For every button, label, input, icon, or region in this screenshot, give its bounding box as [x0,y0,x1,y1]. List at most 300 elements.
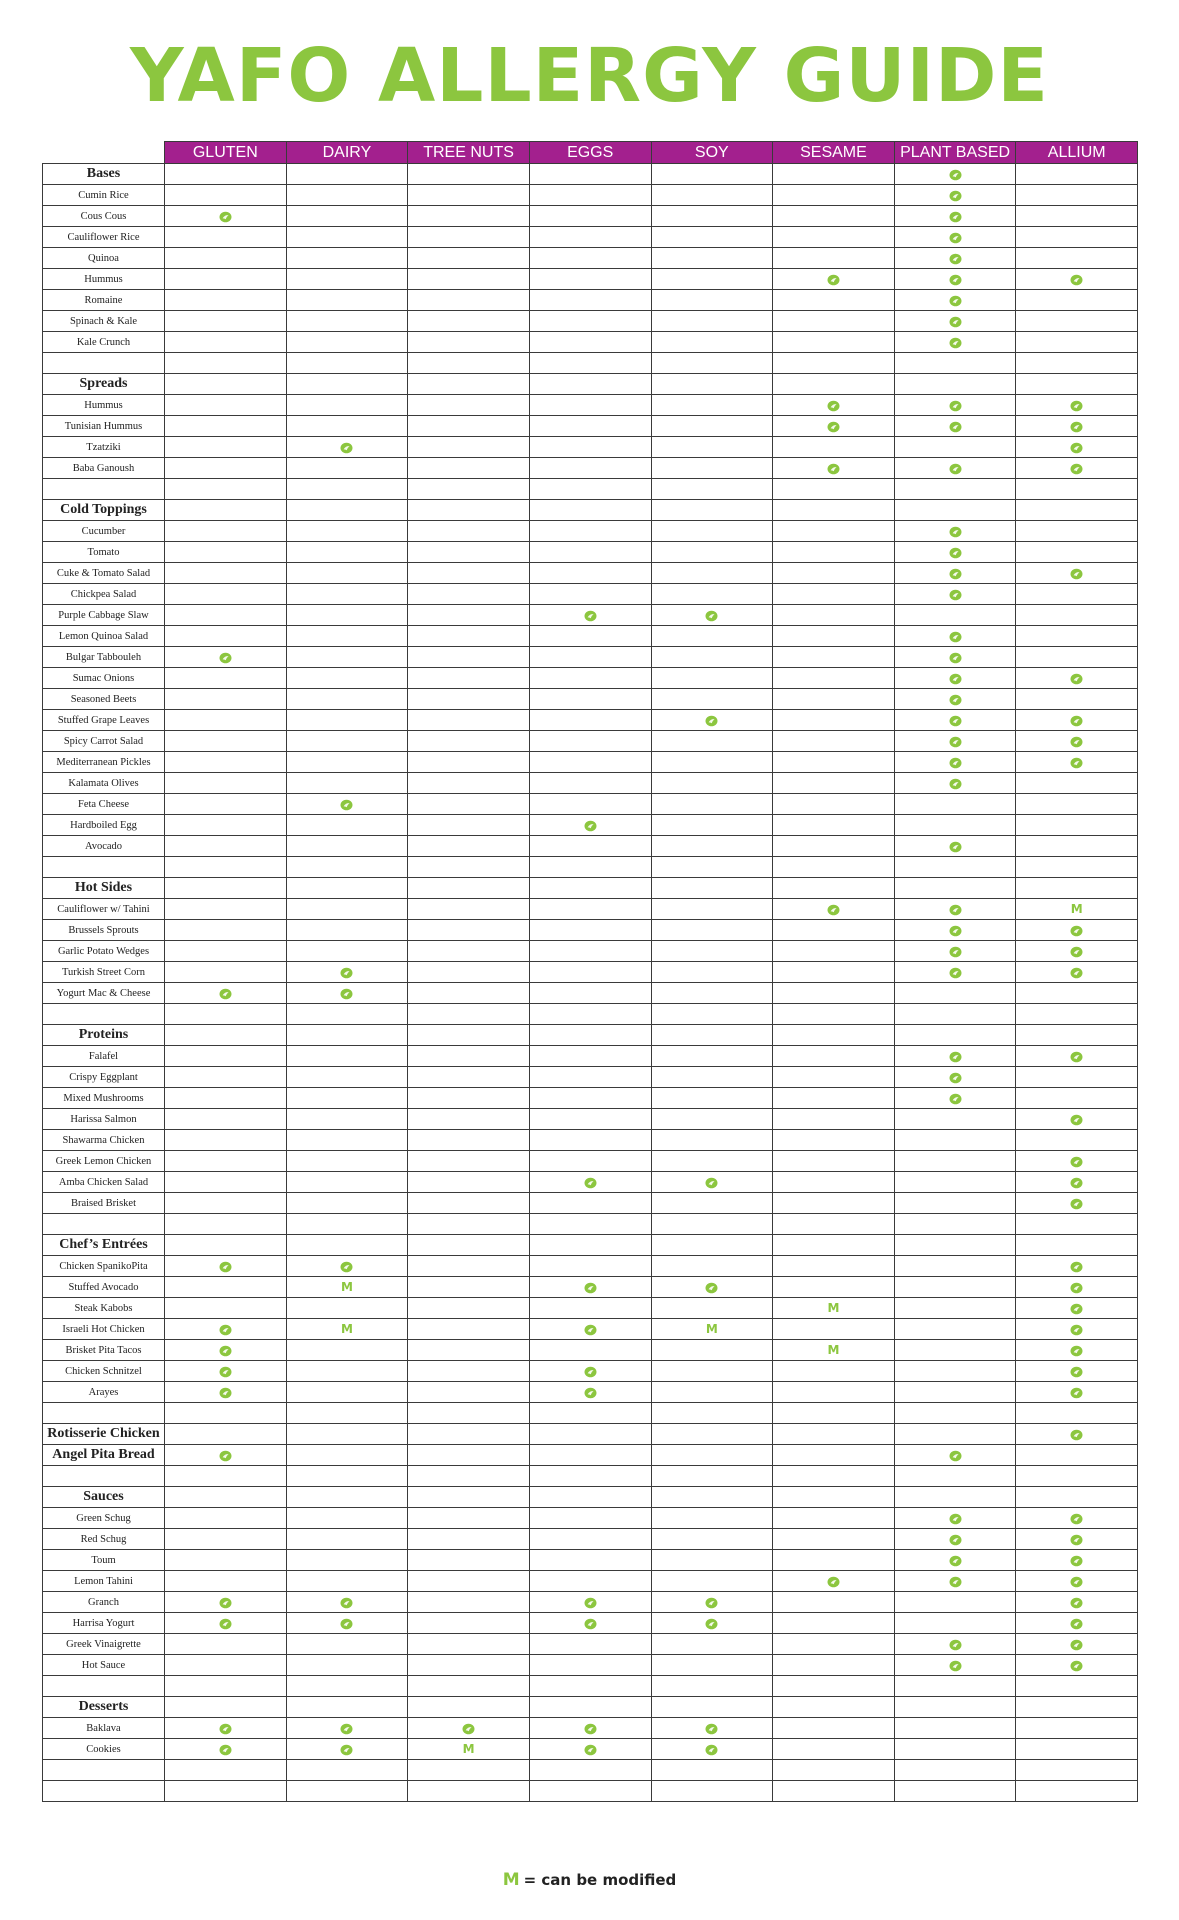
table-row [43,1718,1138,1739]
allergen-cell [894,1739,1016,1760]
empty-cell [408,353,530,374]
allergen-cell [1016,836,1138,857]
allergen-cell [165,290,287,311]
item-name: Granch [43,1592,165,1613]
allergen-cell [529,920,651,941]
allergen-cell [1016,1697,1138,1718]
empty-cell [286,1760,408,1781]
allergen-cell [286,1088,408,1109]
allergen-cell [286,941,408,962]
contains-dot-icon [1070,1323,1083,1335]
spacer-row [43,479,1138,500]
empty-cell [165,1403,287,1424]
allergen-cell [165,1508,287,1529]
empty-cell [651,1214,773,1235]
column-header: PLANT BASED [894,142,1016,164]
column-header-row [43,142,1138,164]
allergen-cell [529,1130,651,1151]
allergen-cell [1016,1151,1138,1172]
allergen-cell [529,1550,651,1571]
table-row [43,563,1138,584]
allergen-cell [286,584,408,605]
item-name: Hardboiled Egg [43,815,165,836]
item-name: Cous Cous [43,206,165,227]
allergen-cell [651,332,773,353]
allergen-cell [1016,1739,1138,1760]
contains-dot-icon [949,735,962,747]
allergen-cell [529,584,651,605]
contains-dot-icon [1070,1176,1083,1188]
empty-cell [529,1466,651,1487]
allergen-cell [529,227,651,248]
allergen-cell [286,416,408,437]
allergen-cell [165,1529,287,1550]
empty-cell [165,1004,287,1025]
empty-cell [773,353,895,374]
contains-dot-icon [219,1596,232,1608]
allergen-cell [408,416,530,437]
item-name: Brisket Pita Tacos [43,1340,165,1361]
allergen-cell [165,542,287,563]
contains-dot-icon [949,777,962,789]
allergen-cell [529,1046,651,1067]
spacer-row [43,1781,1138,1802]
allergen-cell [529,437,651,458]
table-row [43,962,1138,983]
allergen-cell [286,773,408,794]
allergen-cell [165,1340,287,1361]
allergen-cell [529,206,651,227]
item-name: Avocado [43,836,165,857]
empty-cell [529,857,651,878]
empty-cell [894,1760,1016,1781]
allergen-cell [894,1445,1016,1466]
contains-dot-icon [219,1617,232,1629]
allergen-cell [165,1193,287,1214]
allergen-cell [165,1256,287,1277]
allergen-cell [894,584,1016,605]
contains-dot-icon [949,945,962,957]
allergen-cell [408,1172,530,1193]
allergen-cell [651,836,773,857]
empty-cell [529,353,651,374]
allergen-cell [408,899,530,920]
allergen-cell [773,920,895,941]
allergen-cell [286,1655,408,1676]
table-row [43,1655,1138,1676]
allergen-cell [286,311,408,332]
contains-dot-icon [705,714,718,726]
spacer-row [43,1466,1138,1487]
empty-cell [773,1403,895,1424]
contains-dot-icon [949,168,962,180]
allergen-cell [894,542,1016,563]
contains-dot-icon [949,651,962,663]
spacer-row [43,1760,1138,1781]
allergen-cell [286,1046,408,1067]
table-row [43,731,1138,752]
item-name: Falafel [43,1046,165,1067]
item-name: Stuffed Grape Leaves [43,710,165,731]
allergen-cell [165,647,287,668]
contains-dot-icon [1070,462,1083,474]
allergen-cell [165,458,287,479]
column-header: SESAME [773,142,895,164]
allergen-cell [894,731,1016,752]
contains-dot-icon [219,1260,232,1272]
allergen-cell [651,815,773,836]
empty-cell [408,1466,530,1487]
allergen-cell [286,1529,408,1550]
allergen-cell [651,500,773,521]
section-heading: Rotisserie Chicken [43,1424,165,1445]
item-name: Feta Cheese [43,794,165,815]
allergen-cell [894,1046,1016,1067]
column-header: SOY [651,142,773,164]
item-name: Cauliflower w/ Tahini [43,899,165,920]
empty-cell [408,857,530,878]
allergen-cell [286,1256,408,1277]
allergen-cell [773,731,895,752]
table-row [43,1319,1138,1340]
column-header: GLUTEN [165,142,287,164]
allergen-cell [773,374,895,395]
allergen-cell [165,920,287,941]
allergen-cell [651,878,773,899]
allergen-cell [529,521,651,542]
empty-cell [408,1760,530,1781]
section-row [43,1235,1138,1256]
allergen-cell [529,248,651,269]
allergen-cell [286,1487,408,1508]
empty-cell [43,1760,165,1781]
allergen-cell [651,1739,773,1760]
allergen-cell [529,605,651,626]
table-row [43,395,1138,416]
allergen-cell [773,878,895,899]
allergen-cell [894,1067,1016,1088]
allergen-cell [1016,1592,1138,1613]
allergen-cell [286,1067,408,1088]
allergen-cell [1016,689,1138,710]
contains-dot-icon [340,1596,353,1608]
allergen-cell [651,290,773,311]
allergen-cell [165,1277,287,1298]
allergen-cell [773,1067,895,1088]
allergen-cell [529,647,651,668]
empty-cell [43,353,165,374]
allergen-cell [408,584,530,605]
allergen-cell [165,1130,287,1151]
allergen-cell [408,206,530,227]
contains-dot-icon [1070,1638,1083,1650]
allergen-cell [408,773,530,794]
contains-dot-icon [949,1050,962,1062]
allergen-cell [286,1550,408,1571]
contains-dot-icon [1070,1512,1083,1524]
spacer-row [43,1676,1138,1697]
empty-cell [529,1676,651,1697]
allergen-cell [165,731,287,752]
table-row [43,1277,1138,1298]
allergen-cell [408,458,530,479]
spacer-row [43,1403,1138,1424]
allergen-cell [165,1109,287,1130]
page-title: YAFO ALLERGY GUIDE [130,33,1049,119]
allergen-cell [894,1529,1016,1550]
allergen-cell [286,206,408,227]
allergen-cell [165,605,287,626]
allergen-cell [286,1592,408,1613]
allergen-cell [894,458,1016,479]
allergen-cell [773,1718,895,1739]
section-row [43,1424,1138,1445]
contains-dot-icon [584,1617,597,1629]
contains-dot-icon [584,1386,597,1398]
table-row [43,836,1138,857]
allergen-cell [286,836,408,857]
allergen-cell [1016,1277,1138,1298]
table-row [43,794,1138,815]
allergen-cell [1016,1172,1138,1193]
allergen-cell [1016,1571,1138,1592]
allergen-cell [165,794,287,815]
section-row [43,500,1138,521]
section-heading: Angel Pita Bread [43,1445,165,1466]
allergen-cell [408,1109,530,1130]
allergen-cell [1016,1424,1138,1445]
section-heading: Chef’s Entrées [43,1235,165,1256]
allergen-cell [165,1088,287,1109]
empty-cell [165,479,287,500]
section-heading: Sauces [43,1487,165,1508]
table-row [43,1592,1138,1613]
item-name: Kale Crunch [43,332,165,353]
allergen-cell [894,269,1016,290]
empty-cell [286,479,408,500]
allergen-cell [894,1088,1016,1109]
empty-cell [1016,479,1138,500]
table-row [43,1151,1138,1172]
allergen-cell [651,1193,773,1214]
allergen-cell [894,332,1016,353]
table-row [43,227,1138,248]
table-row [43,416,1138,437]
empty-cell [1016,857,1138,878]
empty-cell [43,1466,165,1487]
allergen-cell [773,1739,895,1760]
allergen-cell [1016,563,1138,584]
contains-dot-icon [949,567,962,579]
allergen-cell [773,164,895,185]
item-name: Baklava [43,1718,165,1739]
contains-dot-icon [949,1071,962,1083]
allergen-cell [529,668,651,689]
item-name: Cumin Rice [43,185,165,206]
contains-dot-icon [1070,735,1083,747]
allergen-cell [286,374,408,395]
allergen-cell [773,1109,895,1130]
allergen-cell [408,731,530,752]
contains-dot-icon [340,1743,353,1755]
allergen-cell [165,1319,287,1340]
allergen-cell [894,1361,1016,1382]
contains-dot-icon [827,399,840,411]
table-row [43,584,1138,605]
allergen-cell [408,878,530,899]
contains-dot-icon [1070,1575,1083,1587]
contains-dot-icon [949,693,962,705]
allergen-cell [529,1613,651,1634]
empty-cell [286,1214,408,1235]
empty-cell [43,1214,165,1235]
allergen-cell [408,290,530,311]
empty-cell [773,1004,895,1025]
table-row [43,710,1138,731]
allergen-cell [651,983,773,1004]
empty-cell [408,1676,530,1697]
section-heading: Desserts [43,1697,165,1718]
allergen-cell [408,1256,530,1277]
allergen-cell [651,605,773,626]
contains-dot-icon [584,1365,597,1377]
allergen-cell [773,983,895,1004]
allergen-cell [1016,1088,1138,1109]
allergen-cell [1016,1319,1138,1340]
contains-dot-icon [705,1176,718,1188]
allergen-cell [165,1697,287,1718]
item-name: Greek Vinaigrette [43,1634,165,1655]
allergen-cell [773,1130,895,1151]
allergen-cell [773,1382,895,1403]
allergen-cell [286,248,408,269]
table-row [43,521,1138,542]
allergen-cell [286,1130,408,1151]
allergen-cell [651,1319,773,1340]
allergen-cell [894,689,1016,710]
allergen-cell [894,1172,1016,1193]
contains-dot-icon [705,1743,718,1755]
allergen-cell [894,1571,1016,1592]
allergen-cell [651,1571,773,1592]
contains-dot-icon [949,840,962,852]
contains-dot-icon [827,273,840,285]
empty-cell [773,1676,895,1697]
table-row [43,1634,1138,1655]
modify-mark-icon: M [502,1870,520,1890]
section-row [43,1025,1138,1046]
allergen-cell [773,605,895,626]
allergen-cell [529,416,651,437]
contains-dot-icon [705,1722,718,1734]
allergen-cell [773,458,895,479]
allergen-cell [651,941,773,962]
item-name: Shawarma Chicken [43,1130,165,1151]
legend-text: = can be modified [523,1871,677,1889]
allergen-cell [773,1340,895,1361]
contains-dot-icon [949,420,962,432]
allergen-cell [773,1151,895,1172]
allergen-cell [165,773,287,794]
allergen-cell [1016,227,1138,248]
column-header: DAIRY [286,142,408,164]
allergen-cell [894,1592,1016,1613]
allergen-cell [529,1592,651,1613]
table-row [43,647,1138,668]
allergen-cell [286,1382,408,1403]
allergen-cell [1016,1025,1138,1046]
allergen-cell [894,1697,1016,1718]
allergen-cell [894,1550,1016,1571]
table-row [43,689,1138,710]
allergen-cell [408,962,530,983]
allergen-cell [651,1067,773,1088]
allergen-cell [1016,1382,1138,1403]
allergen-cell [408,1613,530,1634]
table-row [43,1529,1138,1550]
contains-dot-icon [340,987,353,999]
allergen-cell [1016,395,1138,416]
allergen-cell [651,1130,773,1151]
allergen-cell [651,395,773,416]
contains-dot-icon [1070,924,1083,936]
allergen-cell [1016,311,1138,332]
item-name: Cuke & Tomato Salad [43,563,165,584]
item-name: Tzatziki [43,437,165,458]
spacer-row [43,353,1138,374]
allergen-cell [1016,1298,1138,1319]
allergen-cell [408,1529,530,1550]
contains-dot-icon [949,336,962,348]
item-name: Harissa Salmon [43,1109,165,1130]
allergen-cell [408,269,530,290]
allergen-cell [651,311,773,332]
table-row [43,1508,1138,1529]
contains-dot-icon [219,651,232,663]
allergen-cell [1016,185,1138,206]
allergen-cell [894,710,1016,731]
allergen-cell [773,269,895,290]
contains-dot-icon [584,819,597,831]
empty-cell [165,1214,287,1235]
empty-cell [651,1676,773,1697]
empty-cell [1016,1760,1138,1781]
spacer-row [43,1004,1138,1025]
allergen-cell [773,437,895,458]
allergen-cell [651,1382,773,1403]
contains-dot-icon [705,1596,718,1608]
allergen-cell [651,773,773,794]
allergen-cell [1016,1361,1138,1382]
allergen-cell [773,1193,895,1214]
allergen-cell [286,668,408,689]
allergen-cell [286,899,408,920]
allergen-cell [529,626,651,647]
allergen-cell [894,626,1016,647]
empty-cell [651,353,773,374]
allergen-cell [408,1424,530,1445]
contains-dot-icon [1070,441,1083,453]
allergen-cell [651,1529,773,1550]
allergen-cell [1016,542,1138,563]
contains-dot-icon [949,399,962,411]
contains-dot-icon [1070,966,1083,978]
allergen-cell [1016,647,1138,668]
section-row [43,1445,1138,1466]
allergen-cell [651,1697,773,1718]
contains-dot-icon [1070,1428,1083,1440]
allergen-cell [529,1361,651,1382]
